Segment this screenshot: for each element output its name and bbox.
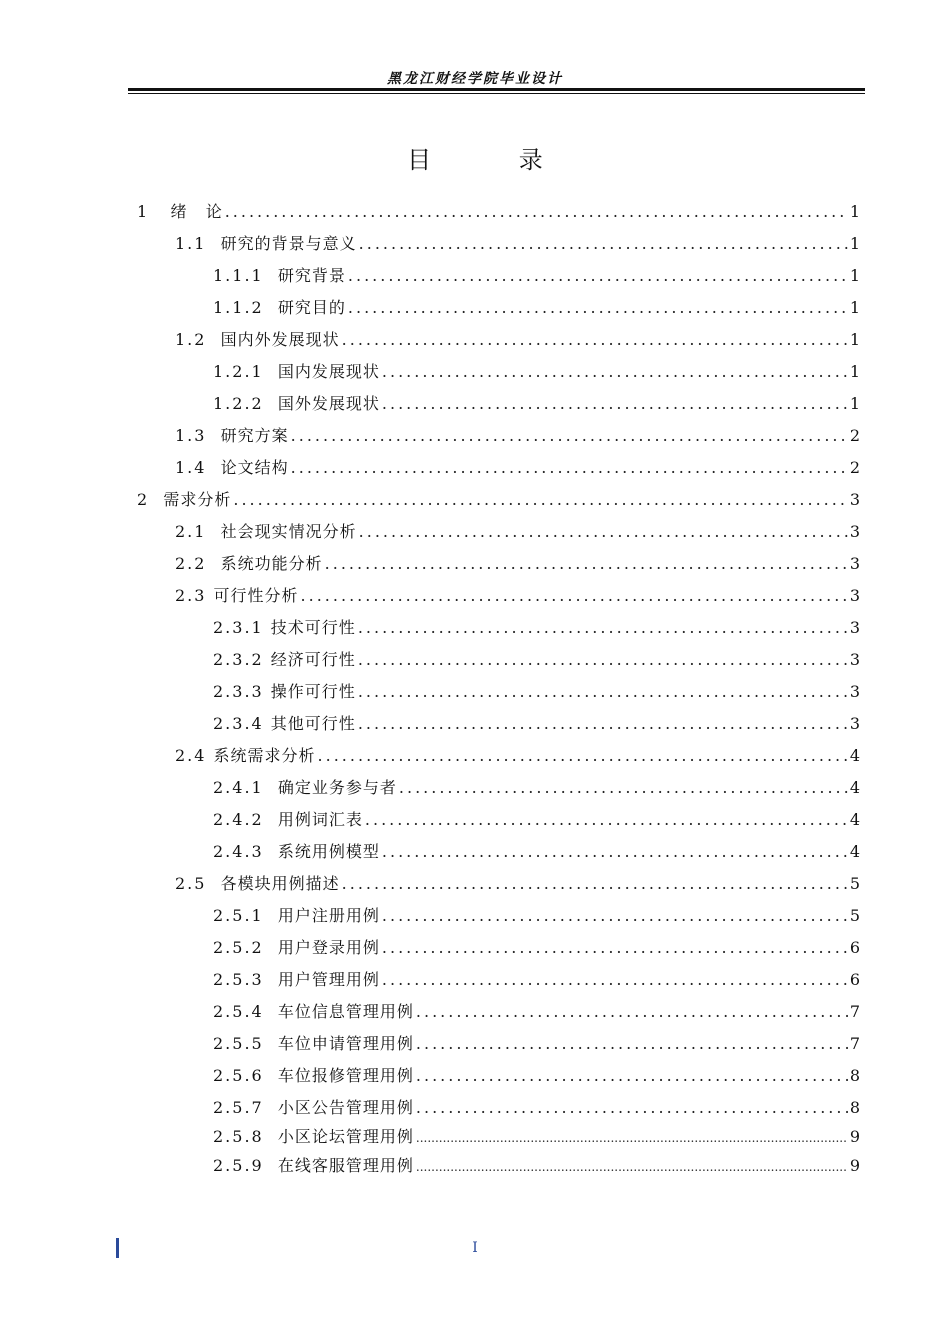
toc-entry-number: 2.5.4 xyxy=(213,1002,278,1021)
toc-entry-number: 2.4.2 xyxy=(213,810,278,829)
toc-entry[interactable] xyxy=(213,840,860,864)
toc-entry-page: 1 xyxy=(849,234,860,253)
toc-dot-leader xyxy=(358,616,848,640)
toc-entry-number: 1.1 xyxy=(175,234,221,253)
footer-page-number: I xyxy=(472,1240,478,1256)
toc-dot-leader xyxy=(318,744,848,768)
toc-entry[interactable] xyxy=(213,616,860,640)
toc-dot-leader xyxy=(225,200,848,224)
toc-entry-page: 4 xyxy=(849,778,860,797)
toc-dot-leader xyxy=(291,456,848,480)
toc-entry[interactable] xyxy=(213,1096,860,1120)
toc-entry-page: 9 xyxy=(849,1156,860,1175)
toc-dot-leader xyxy=(399,776,848,800)
toc-entry[interactable] xyxy=(175,232,860,256)
toc-entry-title: 小区论坛管理用例 xyxy=(277,1127,414,1146)
toc-dot-leader xyxy=(359,520,848,544)
toc-entry-title: 系统需求分析 xyxy=(213,746,316,765)
toc-entry-page: 3 xyxy=(849,490,860,509)
toc-entry-title: 社会现实情况分析 xyxy=(220,522,357,541)
toc-entry[interactable] xyxy=(175,520,860,544)
toc-entry-title: 操作可行性 xyxy=(270,682,356,701)
toc-entry-number: 1.4 xyxy=(175,458,221,477)
toc-entry[interactable] xyxy=(213,712,860,736)
toc-entry-page: 8 xyxy=(849,1098,860,1117)
toc-entry-number: 2.3.1 xyxy=(213,618,271,637)
toc-dot-leader xyxy=(348,296,848,320)
toc-entry-title: 在线客服管理用例 xyxy=(277,1156,414,1175)
toc-entry-page: 4 xyxy=(849,810,860,829)
toc-entry-page: 3 xyxy=(849,618,860,637)
toc-entry[interactable] xyxy=(213,296,860,320)
toc-entry[interactable] xyxy=(137,488,860,512)
toc-entry[interactable] xyxy=(213,968,860,992)
toc-entry[interactable] xyxy=(213,648,860,672)
toc-dot-leader xyxy=(358,648,848,672)
toc-entry-number: 2.5.1 xyxy=(213,906,278,925)
toc-entry[interactable] xyxy=(213,776,860,800)
toc-entry-title: 系统用例模型 xyxy=(277,842,380,861)
header-rule-thin xyxy=(128,93,865,94)
toc-entry-title: 车位报修管理用例 xyxy=(277,1066,414,1085)
toc-entry[interactable] xyxy=(137,200,860,224)
toc-dot-leader xyxy=(358,680,848,704)
toc-entry-title: 绪 论 xyxy=(170,202,223,221)
header-rule-thick xyxy=(128,88,865,91)
toc-entry-number: 2.5.8 xyxy=(213,1127,278,1146)
toc-entry-page: 5 xyxy=(849,874,860,893)
toc-entry-number: 1.1.2 xyxy=(213,298,278,317)
toc-dot-leader xyxy=(325,552,848,576)
toc-dot-leader xyxy=(382,968,848,992)
toc-entry-title: 国内发展现状 xyxy=(277,362,380,381)
toc-entry-number: 2.1 xyxy=(175,522,221,541)
toc-entry-page: 6 xyxy=(849,938,860,957)
toc-entry-title: 用户注册用例 xyxy=(277,906,380,925)
toc-entry-number: 2.3.4 xyxy=(213,714,271,733)
toc-dot-leader xyxy=(301,584,848,608)
toc-entry-page: 3 xyxy=(849,682,860,701)
toc-entry-title: 小区公告管理用例 xyxy=(277,1098,414,1117)
toc-entry-number: 2.2 xyxy=(175,554,221,573)
toc-dot-leader xyxy=(382,360,848,384)
toc-entry-number: 2.3.3 xyxy=(213,682,271,701)
toc-entry[interactable] xyxy=(175,872,860,896)
toc-entry[interactable] xyxy=(175,584,860,608)
toc-entry-title: 技术可行性 xyxy=(270,618,356,637)
toc-entry-title: 用户登录用例 xyxy=(277,938,380,957)
toc-entry-page: 1 xyxy=(849,394,860,413)
toc-entry-page: 2 xyxy=(849,426,860,445)
toc-entry-page: 4 xyxy=(849,746,860,765)
toc-dot-leader xyxy=(416,1096,848,1120)
toc-entry-title: 系统功能分析 xyxy=(220,554,323,573)
toc-entry-page: 7 xyxy=(849,1002,860,1021)
toc-entry[interactable] xyxy=(175,456,860,480)
toc-entry-page: 3 xyxy=(849,522,860,541)
toc-entry-page: 6 xyxy=(849,970,860,989)
toc-entry-number: 1.2.1 xyxy=(213,362,278,381)
toc-entry-page: 3 xyxy=(849,554,860,573)
toc-entry-number: 1.2.2 xyxy=(213,394,278,413)
toc-entry-page: 1 xyxy=(849,298,860,317)
page-title: 目 录 xyxy=(407,146,583,174)
toc-entry-number: 2.5.7 xyxy=(213,1098,278,1117)
toc-entry-number: 2.5.6 xyxy=(213,1066,278,1085)
toc-entry-number: 2.4.1 xyxy=(213,778,278,797)
toc-dot-leader xyxy=(382,904,848,928)
toc-entry-page: 7 xyxy=(849,1034,860,1053)
toc-entry-number: 2.5.5 xyxy=(213,1034,278,1053)
toc-dot-leader xyxy=(416,1032,848,1056)
toc-dot-leader xyxy=(416,1064,848,1088)
toc-entry-title: 研究背景 xyxy=(277,266,346,285)
toc-dot-leader xyxy=(416,1155,848,1179)
page-header: 黑龙江财经学院毕业设计 xyxy=(387,71,563,87)
toc-entry[interactable] xyxy=(213,360,860,384)
toc-entry-title: 用例词汇表 xyxy=(277,810,363,829)
toc-entry-title: 研究目的 xyxy=(277,298,346,317)
toc-entry-title: 研究的背景与意义 xyxy=(220,234,357,253)
toc-entry-title: 国外发展现状 xyxy=(277,394,380,413)
toc-entry[interactable] xyxy=(213,1000,860,1024)
toc-entry[interactable] xyxy=(175,552,860,576)
toc-entry[interactable] xyxy=(213,936,860,960)
toc-entry-page: 8 xyxy=(849,1066,860,1085)
toc-entry-title: 论文结构 xyxy=(220,458,289,477)
toc-dot-leader xyxy=(382,840,848,864)
toc-entry-number: 2.5.3 xyxy=(213,970,278,989)
toc-entry-number: 1 xyxy=(137,202,171,221)
toc-entry-title: 研究方案 xyxy=(220,426,289,445)
toc-dot-leader xyxy=(365,808,848,832)
toc-entry-title: 国内外发展现状 xyxy=(220,330,340,349)
toc-entry-number: 1.2 xyxy=(175,330,221,349)
toc-entry-title: 用户管理用例 xyxy=(277,970,380,989)
toc-dot-leader xyxy=(416,1126,848,1150)
toc-entry-page: 2 xyxy=(849,458,860,477)
toc-dot-leader xyxy=(233,488,847,512)
toc-dot-leader xyxy=(342,328,848,352)
toc-entry-page: 1 xyxy=(849,330,860,349)
toc-entry[interactable] xyxy=(213,904,860,928)
toc-entry-number: 2.4.3 xyxy=(213,842,278,861)
toc-entry-title: 经济可行性 xyxy=(270,650,356,669)
toc-entry-page: 1 xyxy=(849,266,860,285)
toc-entry-title: 确定业务参与者 xyxy=(277,778,397,797)
toc-entry-page: 3 xyxy=(849,586,860,605)
toc-dot-leader xyxy=(416,1000,848,1024)
toc-dot-leader xyxy=(382,392,848,416)
toc-entry-page: 9 xyxy=(849,1127,860,1146)
toc-dot-leader xyxy=(291,424,848,448)
toc-entry-title: 车位信息管理用例 xyxy=(277,1002,414,1021)
toc-dot-leader xyxy=(359,232,848,256)
toc-entry[interactable] xyxy=(213,264,860,288)
toc-entry-page: 1 xyxy=(849,202,860,221)
toc-entry-number: 2 xyxy=(137,490,164,509)
toc-entry[interactable] xyxy=(213,1125,860,1149)
toc-entry[interactable] xyxy=(213,680,860,704)
toc-entry-title: 各模块用例描述 xyxy=(220,874,340,893)
toc-entry-page: 5 xyxy=(849,906,860,925)
toc-entry[interactable] xyxy=(175,328,860,352)
toc-entry-number: 1.1.1 xyxy=(213,266,278,285)
toc-entry-page: 3 xyxy=(849,714,860,733)
toc-entry-number: 2.4 xyxy=(175,746,214,765)
toc-dot-leader xyxy=(342,872,848,896)
toc-entry-page: 3 xyxy=(849,650,860,669)
toc-entry-number: 1.3 xyxy=(175,426,221,445)
toc-dot-leader xyxy=(348,264,848,288)
toc-entry-number: 2.5 xyxy=(175,874,221,893)
toc-entry-title: 可行性分析 xyxy=(213,586,299,605)
toc-entry-title: 其他可行性 xyxy=(270,714,356,733)
toc-entry[interactable] xyxy=(213,1154,860,1178)
toc-entry-title: 需求分析 xyxy=(163,490,232,509)
toc-entry[interactable] xyxy=(175,424,860,448)
toc-entry-number: 2.5.9 xyxy=(213,1156,278,1175)
toc-entry-number: 2.3.2 xyxy=(213,650,271,669)
toc-dot-leader xyxy=(358,712,848,736)
toc-entry-number: 2.3 xyxy=(175,586,214,605)
toc-entry[interactable] xyxy=(213,1064,860,1088)
toc-entry-number: 2.5.2 xyxy=(213,938,278,957)
toc-entry[interactable] xyxy=(213,1032,860,1056)
toc-entry[interactable] xyxy=(175,744,860,768)
toc-entry-title: 车位申请管理用例 xyxy=(277,1034,414,1053)
toc-entry[interactable] xyxy=(213,808,860,832)
toc-entry-page: 4 xyxy=(849,842,860,861)
toc-dot-leader xyxy=(382,936,848,960)
toc-entry-page: 1 xyxy=(849,362,860,381)
toc-entry[interactable] xyxy=(213,392,860,416)
